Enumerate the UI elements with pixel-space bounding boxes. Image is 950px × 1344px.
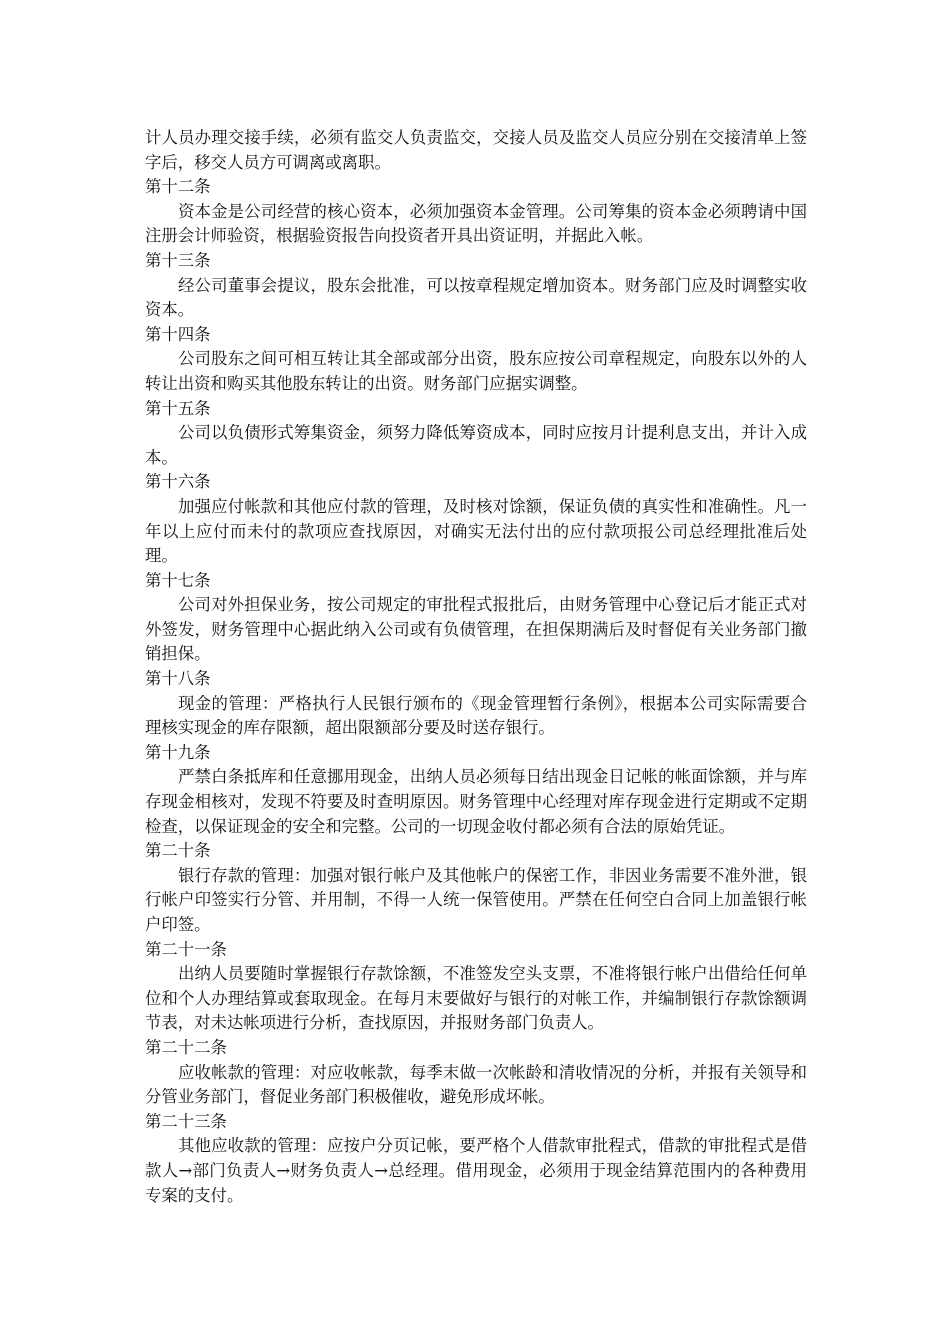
- article-heading: 第十三条: [145, 250, 211, 270]
- article-heading: 第二十二条: [145, 1037, 227, 1057]
- article-heading: 第二十一条: [145, 939, 227, 959]
- article-text: 现金的管理：严格执行人民银行颁布的《现金管理暂行条例》，根据本公司实际需要合理核实现金的库存限额，超出限额部分要及时送存银行。: [145, 693, 807, 738]
- article-12: [145, 175, 807, 249]
- article-20: [145, 839, 807, 937]
- article-text: 公司股东之间可相互转让其全部或部分出资，股东应按公司章程规定，向股东以外的人转让出资和购买其他股东转让的出资。财务部门应据实调整。: [145, 349, 807, 393]
- article-text: 公司对外担保业务，按公司规定的审批程式报批后，由财务管理中心登记后才能正式对外签发，财务管理中心据此纳入公司或有负债管理，在担保期满后及时督促有关业务部门撤销担保。: [145, 595, 807, 664]
- article-heading: 第二十三条: [145, 1111, 227, 1131]
- article-text: 公司以负债形式筹集资金，须努力降低筹资成本，同时应按月计提利息支出，并计入成本。: [145, 423, 807, 467]
- article-text: 资本金是公司经营的核心资本，必须加强资本金管理。公司筹集的资本金必须聘请中国注册会计师验资，根据验资报告向投资者开具出资证明，并据此入帐。: [145, 201, 807, 246]
- article-15: [145, 397, 807, 471]
- article-text: 严禁白条抵库和任意挪用现金，出纳人员必须每日结出现金日记帐的帐面馀额，并与库存现金相核对，发现不符要及时查明原因。财务管理中心经理对库存现金进行定期或不定期检查，以保证现金的安全和完整。公司的一切现金收付都必须有合法的原始凭证。: [145, 767, 807, 836]
- article-heading: 第十八条: [145, 669, 211, 689]
- article-23: [145, 1110, 807, 1208]
- article-heading: 第十六条: [145, 472, 211, 492]
- article-heading: 第十二条: [145, 177, 211, 197]
- article-heading: 第二十条: [145, 841, 211, 861]
- article-text: 其他应收款的管理：应按户分页记帐，要严格个人借款审批程式，借款的审批程式是借款人→部门负责人→财务负责人→总经理。借用现金，必须用于现金结算范围内的各种费用专案的支付。: [145, 1136, 807, 1205]
- article-text: 出纳人员要随时掌握银行存款馀额，不准签发空头支票，不准将银行帐户出借给任何单位和个人办理结算或套取现金。在每月末要做好与银行的对帐工作，并编制银行存款馀额调节表，对未达帐项进行分析，查找原因，并报财务部门负责人。: [145, 964, 807, 1033]
- article-14: [145, 323, 807, 397]
- article-text: 加强应付帐款和其他应付款的管理，及时核对馀额，保证负债的真实性和准确性。凡一年以上应付而未付的款项应查找原因，对确实无法付出的应付款项报公司总经理批准后处理。: [145, 496, 807, 566]
- article-18: [145, 667, 807, 741]
- article-heading: 第十四条: [145, 324, 211, 344]
- article-21: [145, 938, 807, 1036]
- article-text: 经公司董事会提议，股东会批准，可以按章程规定增加资本。财务部门应及时调整实收资本。: [145, 275, 807, 320]
- article-text: 银行存款的管理：加强对银行帐户及其他帐户的保密工作，非因业务需要不准外泄，银行帐户印签实行分管、并用制，不得一人统一保管使用。严禁在任何空白合同上加盖银行帐户印签。: [145, 865, 807, 934]
- lead-paragraph: 计人员办理交接手续，必须有监交人负责监交，交接人员及监交人员应分别在交接清单上签字后，移交人员方可调离或离职。: [145, 128, 807, 172]
- article-heading: 第十五条: [145, 398, 211, 418]
- article-heading: 第十九条: [145, 742, 211, 762]
- article-22: [145, 1036, 807, 1110]
- document-page: [145, 126, 807, 1208]
- article-17: [145, 569, 807, 667]
- article-13: [145, 249, 807, 323]
- article-text: 应收帐款的管理：对应收帐款，每季末做一次帐龄和清收情况的分析，并报有关领导和分管业务部门，督促业务部门积极催收，避免形成坏帐。: [145, 1062, 807, 1107]
- article-16: [145, 470, 807, 568]
- article-19: [145, 741, 807, 839]
- article-heading: 第十七条: [145, 570, 211, 590]
